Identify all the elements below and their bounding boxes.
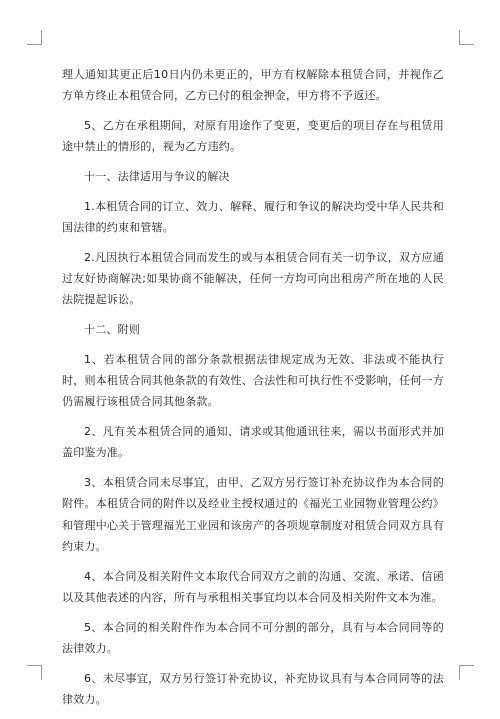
paragraph-notices: 2、凡有关本租赁合同的通知、请求或其他通讯往来，需以书面形式并加盖印鉴为准。 — [62, 425, 444, 460]
crop-mark-top-left — [27, 30, 42, 45]
paragraph-continuation: 理人通知其更正后10日内仍未更正的，甲方有权解除本租赁合同，并视作乙方单方终止本租赁合同，乙方已付的租金押金，甲方将不予返还。 — [62, 68, 444, 103]
crop-mark-top-right — [459, 30, 474, 45]
paragraph-dispute-resolution: 2.凡因执行本租赁合同而发生的或与本租赁合同有关一切争议，双方应通过友好协商解决;如果协商不能解决，任何一方均可向出租房产所在地的人民法院提起诉讼。 — [62, 250, 444, 307]
crop-mark-bottom-left — [27, 665, 42, 680]
paragraph-attachments-effect: 5、本合同的相关附件作为本合同不可分割的部分，具有与本合同同等的法律效力。 — [62, 620, 444, 656]
section-heading-eleven: 十一、法律适用与争议的解决 — [84, 170, 230, 183]
paragraph-governing-law: 1.本租赁合同的订立、效力、解释、履行和争议的解决均受中华人民共和国法律的约束和管辖。 — [62, 199, 444, 234]
paragraph-matters-not-covered: 6、未尽事宜，双方另行签订补充协议，补充协议具有与本合同同等的法律效力。 — [62, 671, 444, 707]
paragraph-entire-agreement: 4、本合同及相关附件文本取代合同双方之前的沟通、交流、承诺、信函以及其他表述的内容，所有与承租相关事宜均以本合同及相关附件文本为准。 — [62, 569, 444, 605]
crop-mark-bottom-right — [459, 665, 474, 680]
paragraph-severability: 1、若本租赁合同的部分条款根据法律规定成为无效、非法或不能执行时，则本租赁合同其他条款的有效性、合法性和可执行性不受影响，任何一方仍需履行该租赁合同其他条款。 — [62, 352, 444, 409]
paragraph-supplementary-agreement: 3、本租赁合同未尽事宜，由甲、乙双方另行签订补充协议作为本合同的附件。本租赁合同的附件以及经业主授权通过的《福光工业园物业管理公约》和管理中心关于管理福光工业园和该房产的各项规章制度对租赁合同双方具有约束力。 — [62, 476, 444, 554]
section-heading-twelve: 十二、附则 — [84, 323, 140, 336]
paragraph-clause-5-use-change: 5、乙方在承租期间，对原有用途作了变更，变更后的项目存在与租赁用途中禁止的情形的，视为乙方违约。 — [62, 119, 444, 154]
document-body — [62, 64, 444, 719]
